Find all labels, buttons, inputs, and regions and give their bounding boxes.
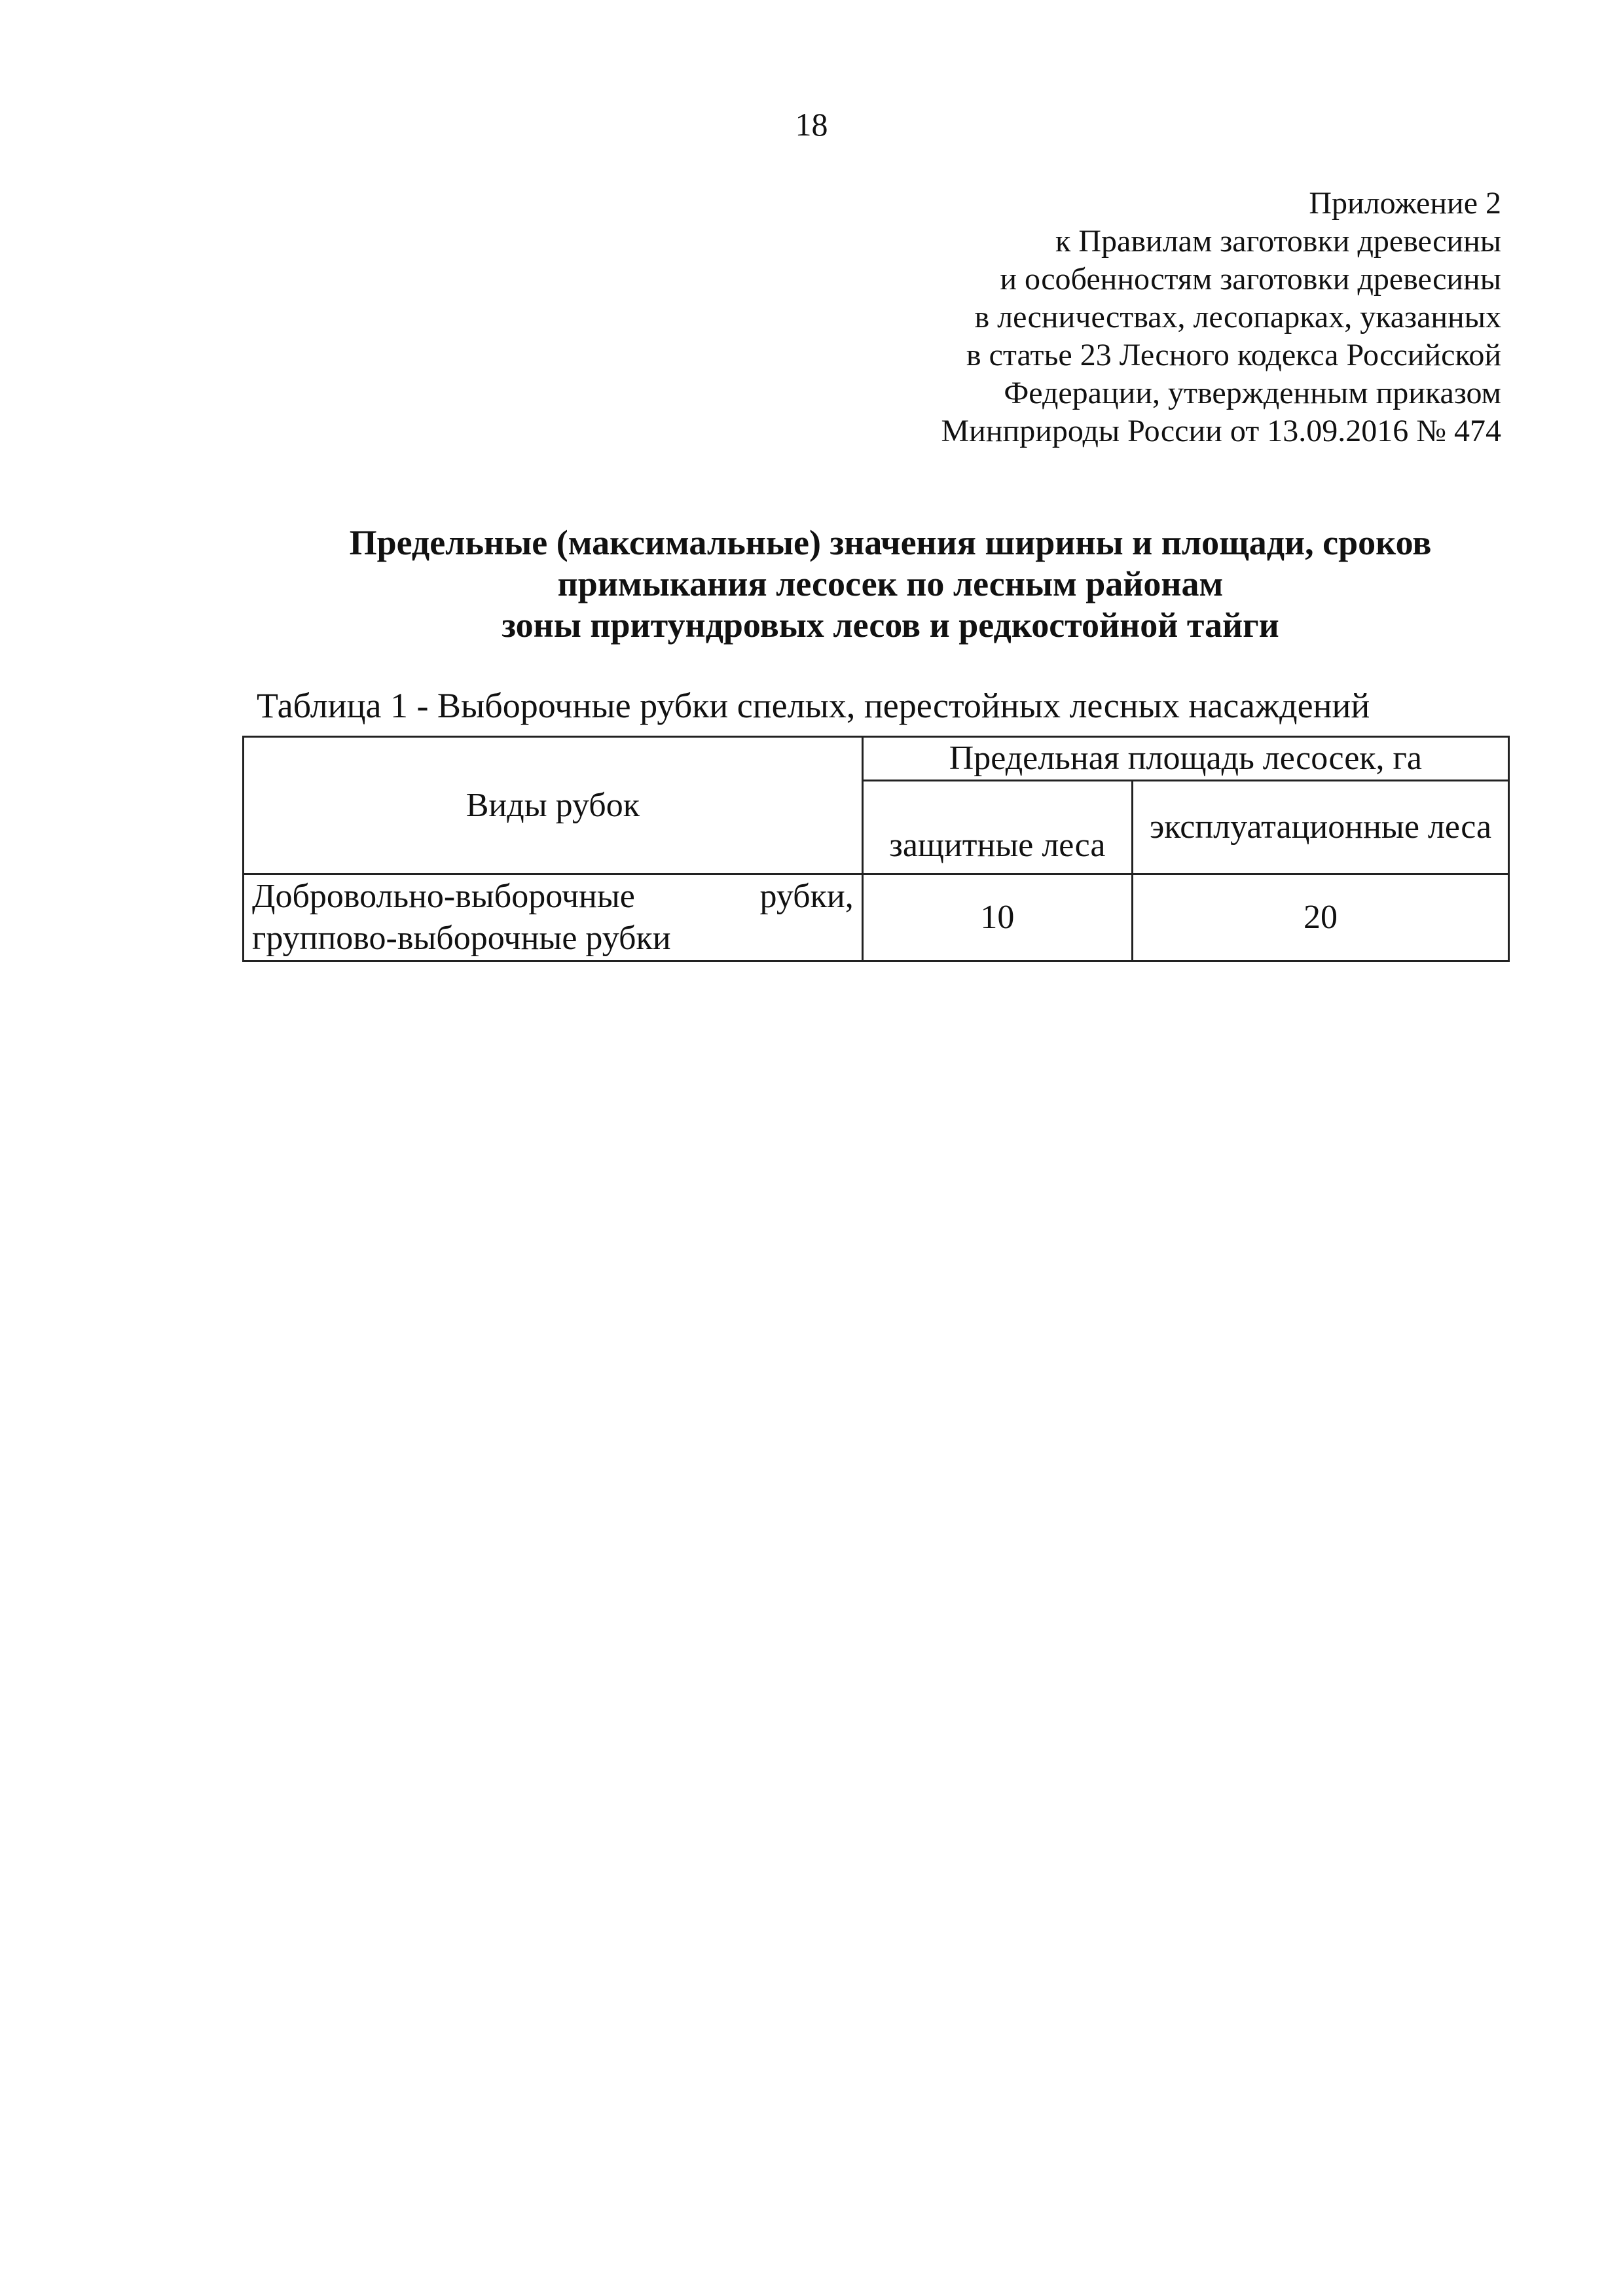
- appendix-line: к Правилам заготовки древесины: [1055, 224, 1501, 259]
- logging-limits-table: [242, 736, 1510, 962]
- cell-line: [252, 876, 854, 918]
- cell-logging-type: [244, 874, 863, 961]
- table-header-row: [244, 737, 1509, 781]
- cell-protective-value: 10: [862, 874, 1132, 961]
- cell-text: Добровольно-выборочные: [252, 878, 635, 915]
- title-line: зоны притундровых лесов и редкостойной тайги: [501, 605, 1279, 645]
- header-protective-forests: защитные леса: [862, 781, 1132, 874]
- cell-line: группово-выборочные рубки: [252, 920, 671, 957]
- header-exploitation-forests: эксплуатационные леса: [1133, 781, 1509, 874]
- header-logging-type: Виды рубок: [244, 737, 863, 874]
- title-line: Предельные (максимальные) значения ширины и площади, сроков: [349, 523, 1432, 562]
- page-number: 18: [795, 106, 828, 143]
- table-caption: Таблица 1 - Выборочные рубки спелых, перестойных лесных насаждений: [257, 686, 1370, 725]
- header-area-limit: Предельная площадь лесосек, га: [862, 737, 1508, 781]
- appendix-line: и особенностям заготовки древесины: [1000, 262, 1501, 296]
- document-title: [196, 522, 1584, 646]
- title-line: примыкания лесосек по лесным районам: [557, 564, 1224, 603]
- appendix-line: в статье 23 Лесного кодекса Российской: [966, 338, 1501, 372]
- appendix-line: Приложение 2: [1309, 186, 1501, 221]
- table-row: [244, 874, 1509, 961]
- cell-text: рубки,: [759, 878, 854, 915]
- appendix-line: Федерации, утвержденным приказом: [1004, 376, 1501, 410]
- cell-exploitation-value: 20: [1133, 874, 1509, 961]
- appendix-line: в лесничествах, лесопарках, указанных: [974, 300, 1501, 334]
- appendix-reference: [650, 185, 1501, 450]
- appendix-line: Минприроды России от 13.09.2016 № 474: [941, 414, 1501, 448]
